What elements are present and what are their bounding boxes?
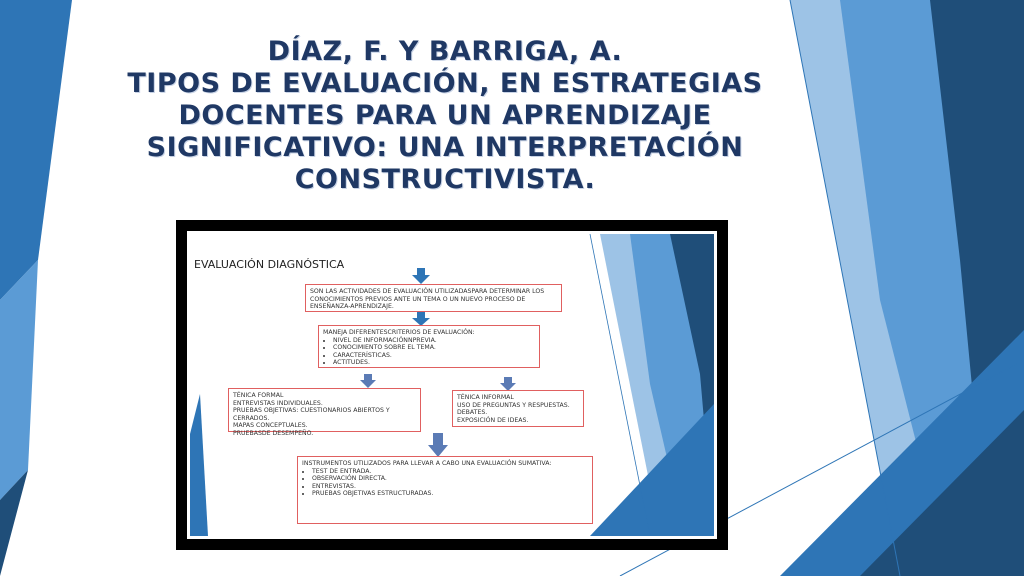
down-arrow-icon <box>500 377 516 391</box>
left-blue-shape <box>0 0 72 300</box>
formal-line: PRUEBAS OBJETIVAS: CUESTIONARIOS ABIERTOS Y CERRADOS. <box>233 407 390 422</box>
box-criteria <box>318 325 540 368</box>
instruments-item: • TEST DE ENTRADA. <box>312 468 588 476</box>
down-arrow-icon <box>412 312 430 326</box>
criteria-intro: MANEJA DIFERENTESCRITERIOS DE EVALUACIÓN: <box>323 329 475 336</box>
box-formal <box>228 388 421 437</box>
title-line: TIPOS DE EVALUACIÓN, EN ESTRATEGIAS <box>127 68 763 99</box>
formal-line: TÉNICA FORMAL <box>233 392 284 399</box>
informal-line: USO DE PREGUNTAS Y RESPUESTAS. <box>457 401 570 409</box>
left-light-shape <box>0 260 38 500</box>
title-line: DÍAZ, F. Y BARRIGA, A. <box>267 36 623 67</box>
down-arrow-icon <box>360 374 376 388</box>
formal-line: MAPAS CONCEPTUALES. <box>233 422 308 429</box>
informal-line: TÉNICA INFORMAL <box>457 394 514 401</box>
box-definition: SON LAS ACTIVIDADES DE EVALUACIÓN UTILIZADASPARA DETERMINAR LOS CONOCIMIENTOS PREVIOS ANTE UN TEMA O UN NUEVO PROCESO DE ENSEÑANZA-APRENDIZAJE. <box>305 284 562 312</box>
box-instruments <box>297 456 593 524</box>
informal-line: EXPOSICIÓN DE IDEAS. <box>457 416 529 424</box>
instruments-intro: INSTRUMENTOS UTILIZADOS PARA LLEVAR A CABO UNA EVALUACIÓN SUMATIVA: <box>302 460 552 467</box>
slide-title <box>120 36 770 196</box>
box-informal <box>452 390 584 427</box>
instruments-item: • ENTREVISTAS. <box>312 483 588 491</box>
informal-line: DEBATES. <box>457 409 488 416</box>
instruments-list <box>302 468 588 498</box>
criteria-list <box>323 337 535 367</box>
title-line: CONSTRUCTIVISTA. <box>294 164 596 195</box>
instruments-item: • OBSERVACIÓN DIRECTA. <box>312 475 588 483</box>
criteria-item: • ACTITUDES. <box>333 359 535 367</box>
instruments-item: • PRUEBAS OBJETIVAS ESTRUCTURADAS. <box>312 490 588 498</box>
down-arrow-icon <box>412 268 430 284</box>
diagram-heading: EVALUACIÓN DIAGNÓSTICA <box>194 258 345 271</box>
formal-line: ENTREVISTAS INDIVIDUALES. <box>233 399 323 407</box>
criteria-item: • NIVEL DE INFORMACIÓNNPREVIA. <box>333 337 535 345</box>
down-arrow-icon <box>428 433 448 457</box>
title-line: SIGNIFICATIVO: UNA INTERPRETACIÓN <box>146 132 744 163</box>
criteria-item: • CONOCIMIENTO SOBRE EL TEMA. <box>333 344 535 352</box>
inner-left-shape <box>190 394 208 536</box>
formal-line: PRUEBASDE DESEMPEÑO. <box>233 429 314 437</box>
title-line: DOCENTES PARA UN APRENDIZAJE <box>178 100 712 131</box>
criteria-item: • CARACTERÍSTICAS. <box>333 352 535 360</box>
